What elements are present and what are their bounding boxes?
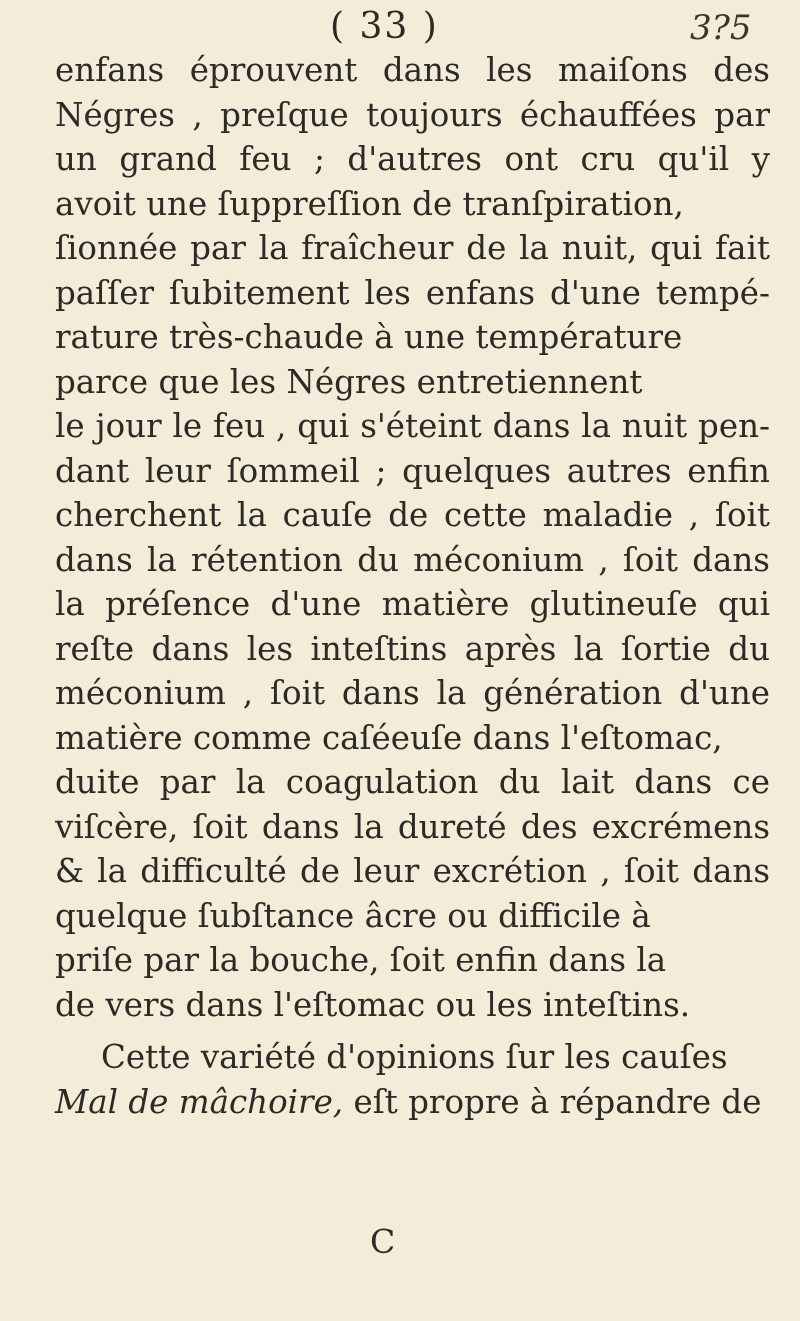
- text-line: dans la rétention du méconium , ſoit dans: [55, 540, 770, 579]
- text-line: ſionnée par la fraîcheur de la nuit, qui fait: [55, 229, 770, 267]
- signature-mark: C: [370, 1222, 396, 1261]
- page-header: [0, 6, 800, 54]
- text-line: [55, 1080, 770, 1125]
- text-line: le jour le feu , qui s'éteint dans la nuit pen-: [55, 407, 770, 445]
- text-line: avoit une ſuppreſſion de tranſpiration,: [55, 184, 684, 223]
- text-line: parce que les Négres entretiennent: [55, 362, 643, 401]
- text-line: reſte dans les inteſtins après la ſortie du: [55, 629, 770, 668]
- paragraph-2: [55, 1035, 770, 1124]
- text-line: la préſence d'une matière glutineuſe qui: [55, 585, 770, 623]
- text-line: Négres , preſque toujours échauffées par: [55, 95, 770, 134]
- text-line: quelque ſubſtance âcre ou difficile à: [55, 896, 651, 935]
- library-stamp: 3?5: [690, 8, 752, 48]
- text-line: viſcère, ſoit dans la dureté des excrémens: [55, 807, 770, 846]
- page-number: ( 33 ): [330, 6, 439, 47]
- text-line: matière comme caſéeuſe dans l'eſtomac,: [55, 718, 723, 757]
- paragraph-1: [55, 48, 770, 1027]
- text-line: méconium , ſoit dans la génération d'une: [55, 674, 770, 712]
- text-line: priſe par la bouche, ſoit enfin dans la: [55, 941, 667, 979]
- text-line: de vers dans l'eſtomac ou les inteſtins.: [55, 985, 691, 1024]
- body-text: [55, 48, 770, 1124]
- text-fragment: eſt propre à répandre de: [343, 1082, 762, 1121]
- text-line: un grand feu ; d'autres ont cru qu'il y: [55, 140, 770, 178]
- text-line: Cette variété d'opinions ſur les cauſes: [101, 1038, 728, 1076]
- text-line: rature très-chaude à une température: [55, 318, 683, 356]
- text-line: dant leur ſommeil ; quelques autres enfin: [55, 451, 770, 490]
- text-line: duite par la coagulation du lait dans ce: [55, 763, 770, 801]
- text-line: & la difficulté de leur excrétion , ſoit dans: [55, 852, 770, 890]
- text-line: cherchent la cauſe de cette maladie , ſoit: [55, 496, 770, 534]
- text-line: paſſer ſubitement les enfans d'une tempé-: [55, 273, 770, 312]
- text-line: enfans éprouvent dans les maiſons des: [55, 51, 770, 89]
- italic-term: Mal de mâchoire,: [55, 1082, 344, 1121]
